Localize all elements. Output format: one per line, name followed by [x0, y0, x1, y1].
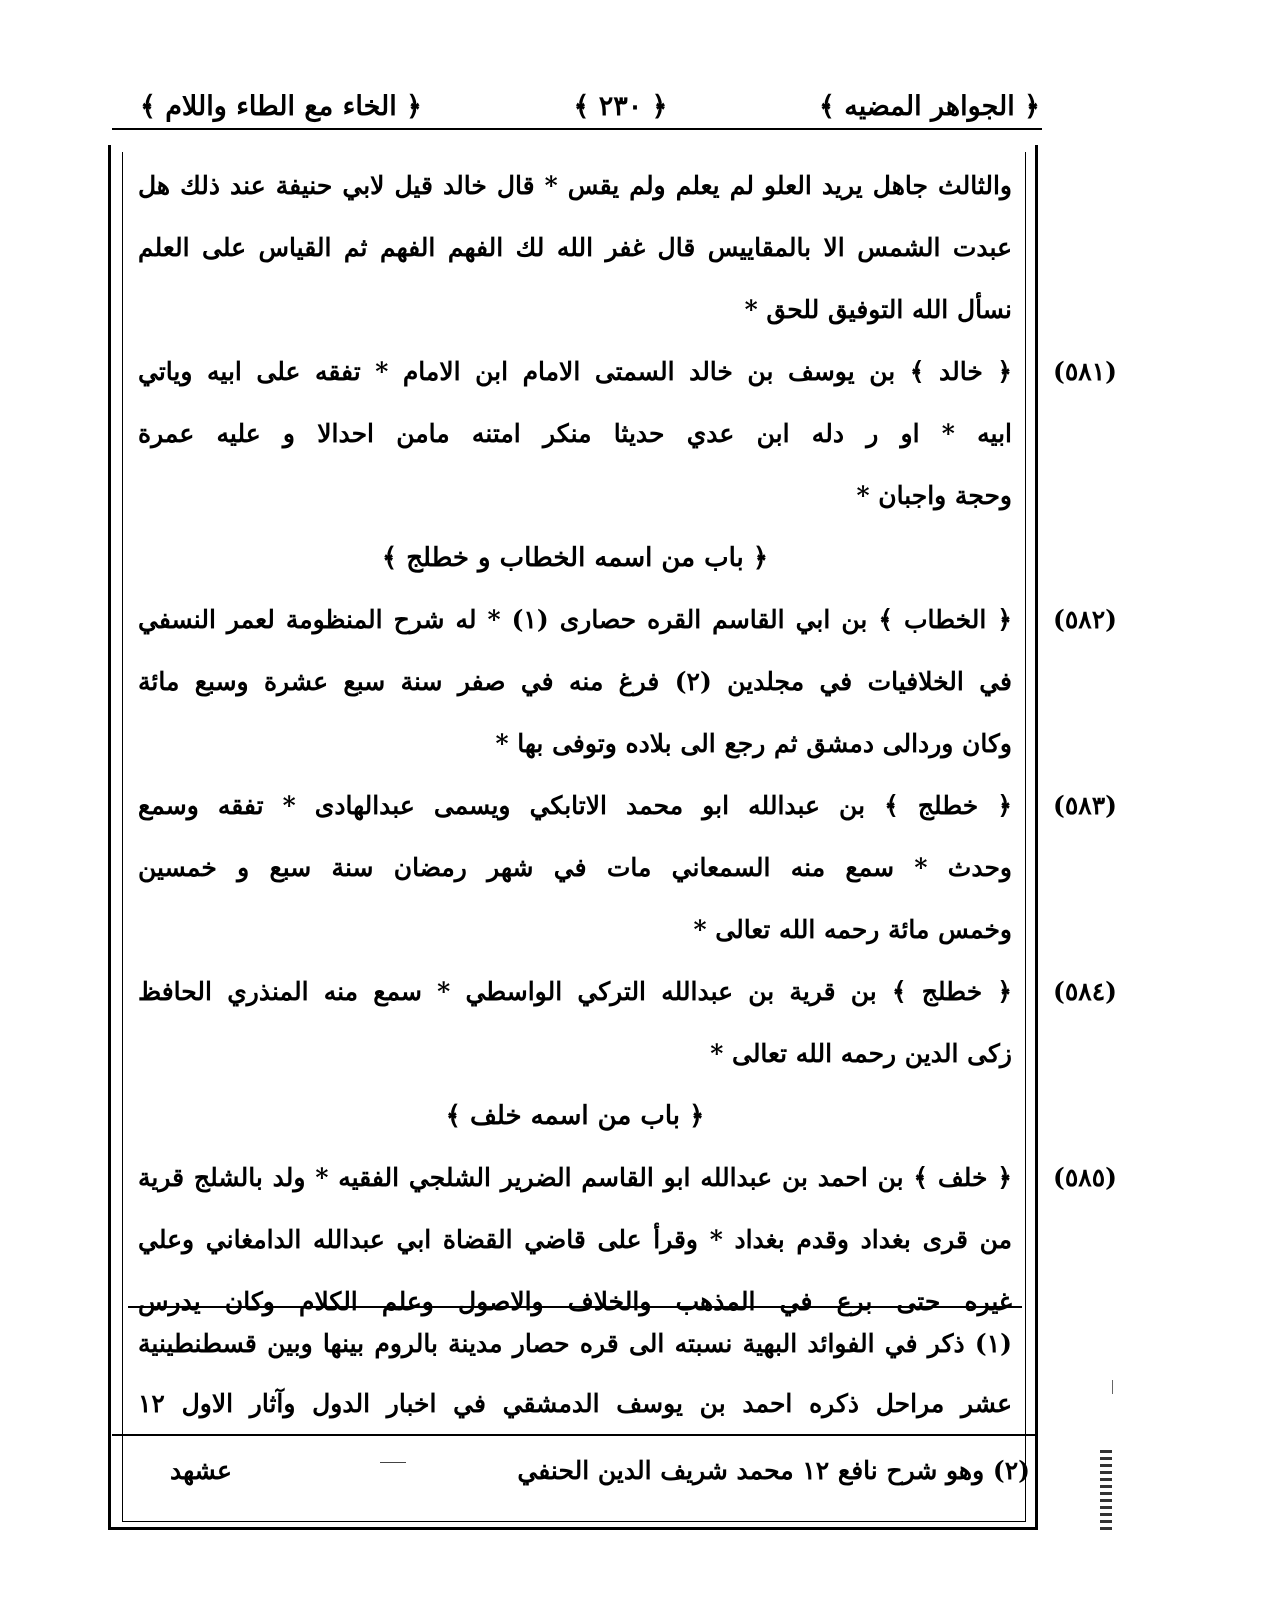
text-line: ﴿ خطلج ﴾ بن قرية بن عبدالله التركي الواسطي * سمع منه المنذري الحافظ	[138, 977, 1012, 1006]
text-line: نسأل الله التوفيق للحق *	[744, 295, 1012, 324]
text-line: ابيه * او ر دله ابن عدي حديثا منكر امتنه مامن احدالا و عليه عمرة	[138, 419, 1012, 448]
main-text	[130, 155, 1020, 1333]
text-line: وحدث * سمع منه السمعاني مات في شهر رمضان سنة سبع و خمسين	[138, 853, 1012, 882]
text-line: وحجة واجبان *	[856, 481, 1012, 510]
entry-number: (٥٨٥)	[1053, 1163, 1117, 1192]
footnote-line: (١) ذكر في الفوائد البهية نسبته الى قره حصار مدينة بالروم بينها وبين قسطنطينية	[138, 1329, 1012, 1358]
footnotes	[130, 1314, 1020, 1434]
text-line: ﴿ الخطاب ﴾ بن ابي القاسم القره حصارى (١) * له شرح المنظومة لعمر النسفي	[138, 605, 1012, 634]
section-heading: ﴿ باب من اسمه خلف ﴾	[445, 1101, 705, 1131]
text-line: غيره حتى برع في المذهب والخلاف والاصول وعلم الكلام وكان يدرس	[138, 1287, 1012, 1316]
section-heading: ﴿ باب من اسمه الخطاب و خطلج ﴾	[381, 543, 769, 573]
page-footer	[170, 1440, 1030, 1500]
text-line: وكان وردالى دمشق ثم رجع الى بلاده وتوفى بها *	[495, 729, 1012, 758]
running-header	[140, 82, 1040, 130]
footnote-line: عشر مراحل ذكره احمد بن يوسف الدمشقي في اخبار الدول وآثار الاول ١٢	[138, 1389, 1012, 1418]
entry-number: (٥٨١)	[1053, 357, 1117, 386]
text-line: ﴿ خطلج ﴾ بن عبدالله ابو محمد الاتابكي ويسمى عبدالهادى * تفقه وسمع	[138, 791, 1012, 820]
entry-number: (٥٨٣)	[1053, 791, 1117, 820]
footer-rule	[112, 1434, 1038, 1436]
entry-number: (٥٨٢)	[1053, 605, 1117, 634]
scan-edge-mark	[1112, 1380, 1117, 1394]
text-line: في الخلافيات في مجلدين (٢) فرغ منه في صفر سنة سبع عشرة وسبع مائة	[138, 667, 1012, 696]
text-line: وخمس مائة رحمه الله تعالى *	[693, 915, 1012, 944]
text-line: زكى الدين رحمه الله تعالى *	[710, 1039, 1012, 1068]
scan-noise	[1100, 1450, 1112, 1530]
text-line: ﴿ خلف ﴾ بن احمد بن عبدالله ابو القاسم الضرير الشلجي الفقيه * ولد بالشلج قرية	[138, 1163, 1012, 1192]
header-page-number: ﴿ ٢٣٠ ﴾	[573, 90, 668, 122]
footer-note: (٢) وهو شرح نافع ١٢ محمد شريف الدين الحنفي	[517, 1455, 1030, 1485]
header-rule	[112, 128, 1042, 130]
entry-number: (٥٨٤)	[1053, 977, 1117, 1006]
footer-dash	[380, 1462, 406, 1463]
footer-signature: عشهد	[170, 1455, 232, 1485]
text-line: عبدت الشمس الا بالمقاييس قال غفر الله لك الفهم الفهم ثم القياس على العلم	[138, 233, 1012, 262]
header-book-title: ﴿ الجواهر المضيه ﴾	[819, 90, 1040, 122]
text-line: ﴿ خالد ﴾ بن يوسف بن خالد السمتى الامام ابن الامام * تفقه على ابيه وياتي	[138, 357, 1012, 386]
header-section-title: ﴿ الخاء مع الطاء واللام ﴾	[140, 90, 422, 122]
footnote-rule	[128, 1306, 1022, 1308]
text-line: من قرى بغداد وقدم بغداد * وقرأ على قاضي القضاة ابي عبدالله الدامغاني وعلي	[138, 1225, 1012, 1254]
text-line: والثالث جاهل يريد العلو لم يعلم ولم يقس * قال خالد قيل لابي حنيفة عند ذلك هل	[138, 171, 1012, 200]
